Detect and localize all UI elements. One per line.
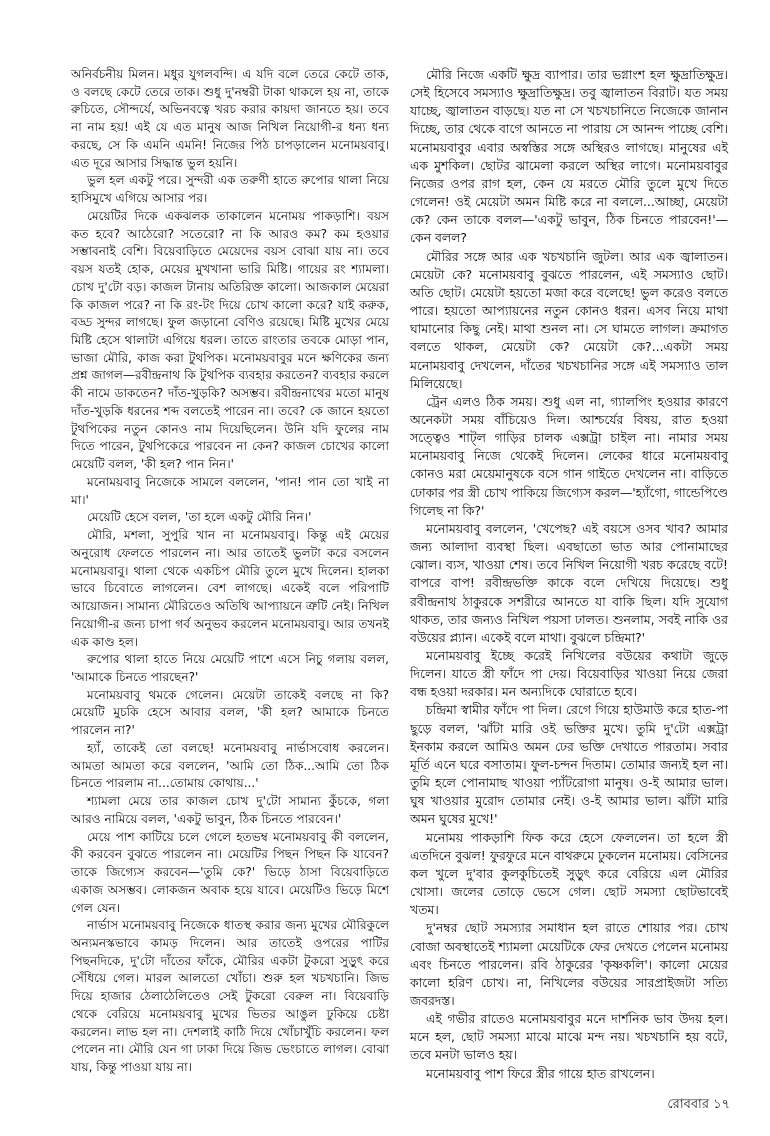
- paragraph: মনোময় পাকড়াশি ফিক করে হেসে ফেললেন। তা হলে স্ত্রী এতদিনে বুঝল! ফুরফুরে মনে বাথরুমে ঢুকলেন মনোময়। বেসিনের কল খুলে দু'বার কুলকুচিতেই সুড়ুৎ করে বেরিয়ে এল মৌরির খোসা। জলের তোড়ে ভেসে গেল। ছোট সমস্যা ছোটভাবেই খতম।: [410, 829, 728, 918]
- paragraph: রুপোর থালা হাতে নিয়ে মেয়েটি পাশে এসে নিচু গলায় বলল, 'আমাকে চিনতে পারছেন?': [71, 652, 389, 684]
- paragraph: ভুল হল একটু পরে। সুন্দরী এক তরুণী হাতে রুপোর থালা নিয়ে হাসিমুখে এগিয়ে আসার পর।: [71, 173, 389, 206]
- paragraph: মনোময়বাবু নিজেকে সামলে বললেন, 'পান! পান তো খাই না মা।': [71, 474, 389, 507]
- paragraph: এই গভীর রাতেও মনোময়বাবুর মনে দার্শনিক ভাব উদয় হল। মনে হল, ছোট সমস্যা মাঝে মাঝে মন্দ নয়। খচখচানি হয় বটে, তবে মনটা ভালও হয়।: [410, 1011, 728, 1063]
- paragraph: অনির্বচনীয় মিলন। মধুর যুগলবন্দি। এ যদি বলে তেরে কেটে তাক, ও বলছে কেটে তেরে তাক। শুধু দু'নম্বরী টাকা থাকলে হয় না, তাকে রুচিতে, সৌন্দর্যে, অভিনবত্বে খরচ করার কায়দা জানতে হয়। তবে না নাম হয়! এই যে এত মানুষ আজ নিখিল নিয়োগী-র ধন্য ধন্য করছে, সে কি এমনি এমনি! নিজের পিঠ চাপড়ালেন মনোময়বাবু। এত দূরে আসার সিদ্ধান্ত ভুল হয়নি।: [71, 67, 389, 170]
- paragraph: চন্দ্রিমা স্বামীর ফাঁদে পা দিল। রেগে গিয়ে হাউমাউ করে হাত-পা ছুড়ে বলল, 'ঝাঁটা মারি ওই ভক্তির মুখে। তুমি দু'টো এক্সট্রা ইনকাম করলে আমিও অমন ঢের ভক্তি দেখাতে পারতাম। সবার মূর্তি এনে ঘরে বসাতাম। ফুল-চন্দন দিতাম। তোমার জন্যই হল না। তুমি হলে পোনামাছ খাওয়া প্যাঁটরোগা মানুষ। ও-ই আমার ভাল। ঘুষ খাওয়ার মুরোদ তোমার নেই। ও-ই আমার ভাল। ঝাঁটা মারি অমন ঘুষের মুখে!': [410, 702, 728, 827]
- paragraph: মেয়েটির দিকে একঝলক তাকালেন মনোময় পাকড়াশি। বয়স কত হবে? আঠেরো? সতেরো? না কি আরও কম? কম হওয়ার সম্ভাবনাই বেশি। বিয়েবাড়িতে মেয়েদের বয়স বোঝা যায় না। তবে বয়স যতই হোক, মেয়ের মুখখানা ভারি মিষ্টি। গায়ের রং শ্যামলা। চোখ দু'টো বড়। কাজল টানায় অতিরিক্ত কালো। আজকাল মেয়েরা কি কাজল পরে? না কি রং-টং দিয়ে চোখ কালো করে? যাই করুক, বড্ড সুন্দর লাগছে। ফুল জড়ানো বেণিও রয়েছে। মিষ্টি মুখের মেয়ে মিষ্টি হেসে থালাটা এগিয়ে ধরল। তাতে রাংতার তবকে মোড়া পান, ভাজা মৌরি, কাজ করা টুথপিক। মনোময়বাবুর মনে ক্ষণিকের জন্য প্রশ্ন জাগল—রবীন্দ্রনাথ কি টুথপিক ব্যবহার করতেন? ব্যবহার করলে কী নামে ডাকতেন? দাঁত-খুড়কি? অসম্ভব। রবীন্দ্রনাথের মতো মানুষ দাঁত-খুড়কি ধরনের শব্দ বলতেই পারেন না। তবে? কে জানে হয়তো টুথপিকের নতুন কোনও নাম দিয়েছিলেন। উনি যদি ফুলের নাম দিতে পারেন, টুথপিকেরে পারবেন না কেন? কাজল চোখের কালো মেয়েটি বলল, 'কী হল? পান নিন।': [71, 208, 389, 472]
- paragraph: মনোময়বাবু ইচ্ছে করেই নিখিলের বউয়ের কথাটা জুড়ে দিলেন। যাতে স্ত্রী ফাঁদে পা দেয়। বিয়েবাড়ির খাওয়া নিয়ে জেরা বন্ধ হওয়া দরকার। মন অন্যদিকে ঘোরাতে হবে।: [410, 648, 728, 700]
- paragraph: হ্যাঁ, তাকেই তো বলছে! মনোময়বাবু নার্ভাসবোধ করলেন। আমতা আমতা করে বললেন, 'আমি তো ঠিক...আমি তো ঠিক চিনতে পারলাম না...তোমায় কোথায়...': [71, 740, 389, 791]
- paragraph: শ্যামলা মেয়ে তার কাজল চোখ দু'টো সামান্য কুঁচকে, গলা আরও নামিয়ে বলল, 'একটু ভাবুন, ঠিক চিনতে পারবেন।': [71, 794, 389, 826]
- page-folio: রোববার ১৭: [667, 1097, 730, 1112]
- paragraph: নার্ভাস মনোময়বাবু নিজেকে ধাতস্থ করার জন্য মুখের মৌরিকুলে অন্যমনস্কভাবে কামড় দিলেন। আর তাতেই ওপরের পাটির পিছনদিকে, দু'টো দাঁতের ফাঁকে, মৌরির একটা টুকরো সুড়ুৎ করে সেঁধিয়ে গেল। মারল আলতো খোঁচা। শুরু হল খচখচানি। জিভ দিয়ে হাজার ঠেলাঠেলিতেও সেই টুকরো বেরুল না। বিয়েবাড়ি থেকে বেরিয়ে মনোময়বাবু মুখের ভিতর আঙুল ঢুকিয়ে চেষ্টা করলেন। লাভ হল না। দেশলাই কাঠি দিয়ে খোঁচাখুঁচি করলেন। ফল পেলেন না। মৌরি যেন গা ঢাকা দিয়ে জিভ ভেংচাতে লাগল। বোঝা যায়, কিন্তু পাওয়া যায় না।: [71, 918, 389, 1075]
- right-column: [410, 66, 728, 1083]
- paragraph: মৌরি, মশলা, সুপুরি খান না মনোময়বাবু। কিন্তু এই মেয়ের অনুরোধ ফেলতে পারলেন না। আর তাতেই ভুলটা করে বসলেন মনোময়বাবু। থালা থেকে একচিপ মৌরি তুলে মুখে দিলেন। হালকা ভাবে চিবোতে লাগলেন। বেশ লাগছে। একেই বলে পরিপাটি আয়োজন। সামান্য মৌরিতেও অতিথি আপ্যায়নে ত্রুটি নেই। নিখিল নিয়োগী-র জন্য চাপা গর্ব অনুভব করলেন মনোময়বাবু। আর তখনই এক কাণ্ড হল।: [71, 528, 389, 649]
- paragraph: মৌরির সঙ্গে আর এক খচখচানি জুটল। আর এক জ্বালাতন। মেয়েটা কে? মনোময়বাবু বুঝতে পারলেন, এই সমস্যাও ছোট। অতি ছোট। মেয়েটা হয়তো মজা করে বলেছে! ভুল করেও বলতে পারে। হয়তো আপ্যায়নের নতুন কোনও ধরন। এসব নিয়ে মাথা ঘামানোর কিছু নেই। মাথা শুনল না। সে ঘামতে লাগল। ক্রমাগত বলতে থাকল, মেয়েটা কে? মেয়েটা কে?...একটা সময় মনোময়বাবু দেখলেন, দাঁতের খচখচানির সঙ্গে এই সমস্যাও তাল মিলিয়েছে।: [410, 248, 728, 391]
- paragraph: মনোময়বাবু পাশ ফিরে স্ত্রীর গায়ে হাত রাখলেন।: [426, 1065, 655, 1081]
- paragraph: ট্রেন এলও ঠিক সময়। শুধু এল না, গ্যালপিং হওয়ার কারণে অনেকটা সময় বাঁচিয়েও দিল। আশ্চর্যের বিষয়, রাত হওয়া সত্ত্বেও শাট্‌ল গাড়ির চালক এক্সট্রা চাইল না। নামার সময় মনোময়বাবু নিজে থেকেই দিলেন। লেকের ধারে মনোময়বাবু কোনও মরা মেয়েমানুষকে বসে গান গাইতে দেখলেন না। বাড়িতে ঢোকার পর স্ত্রী চোখ পাকিয়ে জিগ্যেস করল—'হ্যাঁগো, গান্ডেপিণ্ডে গিলেছ না কি?': [410, 393, 728, 518]
- paragraph: দু'নম্বর ছোট সমস্যার সমাধান হল রাতে শোয়ার পর। চোখ বোজা অবস্থাতেই শ্যামলা মেয়েটিকে ফের দেখতে পেলেন মনোময় এবং চিনতে পারলেন। রবি ঠাকুরের 'কৃষ্ণকলি'। কালো মেয়ের কালো হরিণ চোখ। না, নিখিলের বউয়ের সারপ্রাইজটা সত্যি জবরদস্ত।: [410, 920, 728, 1008]
- paragraph: মৌরি নিজে একটি ক্ষুদ্র ব্যাপার। তার ভগ্নাংশ হল ক্ষুদ্রাতিক্ষুদ্র। সেই হিসেবে সমস্যাও ক্ষুদ্রাতিক্ষুদ্র। তবু জ্বালাতন বিরাট। যত সময় যাচ্ছে, জ্বালাতন বাড়ছে। যত না সে খচখচানিতে নিজেকে জানান দিচ্ছে, তার থেকে বাগে আনতে না পারায় সে আনন্দ পাচ্ছে বেশি। মনোময়বাবুর এবার অস্বস্তির সঙ্গে অস্থিরও লাগছে। মানুষের এই এক মুশকিল। ছোটর ঝামেলা করলে অস্থির লাগে। মনোময়বাবুর নিজের ওপর রাগ হল, কেন যে মরতে মৌরি তুলে মুখে দিতে গেলেন! ওই মেয়েটা অমন মিষ্টি করে না বললে...আচ্ছা, মেয়েটা কে? কেন তাকে বলল—'একটু ভাবুন, ঠিক চিনতে পারবেন!'—কেন বলল?: [410, 67, 728, 246]
- left-column: [71, 66, 389, 1077]
- paragraph: মেয়ে পাশ কাটিয়ে চলে গেলে হতভম্ব মনোময়বাবু কী বললেন, কী করবেন বুঝতে পারলেন না। মেয়েটির পিছন পিছন কি যাবেন? তাকে জিগ্যেস করবেন—'তুমি কে?' ভিড়ে ঠাসা বিয়েবাড়িতে একাজ অসম্ভব। লোকজন অবাক হয়ে যাবে। মেয়েটিও ভিড়ে মিশে গেল যেন।: [71, 829, 389, 915]
- paragraph: মনোময়বাবু থমকে গেলেন। মেয়েটা তাকেই বলছে না কি? মেয়েটি মুচকি হেসে আবার বলল, 'কী হল? আমাকে চিনতে পারলেন না?': [71, 687, 389, 738]
- paragraph: মনোময়বাবু বললেন, 'খেপেছ? এই বয়সে ওসব খাব? আমার জন্য আলাদা ব্যবস্থা ছিল। এবছাতো ভাত আর পোনামাছের ঝোল। ব্যস, খাওয়া শেষ। তবে নিখিল নিয়োগী খরচ করেছে বটে! বাপরে বাপ! রবীন্দ্রভক্তি কাকে বলে দেখিয়ে দিয়েছে। শুধু রবীন্দ্রনাথ ঠাকুরকে সশরীরে আনতে যা বাকি ছিল। যদি সুযোগ থাকত, তার জন্যও নিখিল পয়সা ঢালত। শুনলাম, সবই নাকি ওর বউয়ের প্ল্যান। একেই বলে মাথা। বুঝলে চন্দ্রিমা?': [410, 520, 728, 645]
- paragraph: মেয়েটি হেসে বলল, 'তা হলে একটু মৌরি নিন।': [87, 510, 312, 525]
